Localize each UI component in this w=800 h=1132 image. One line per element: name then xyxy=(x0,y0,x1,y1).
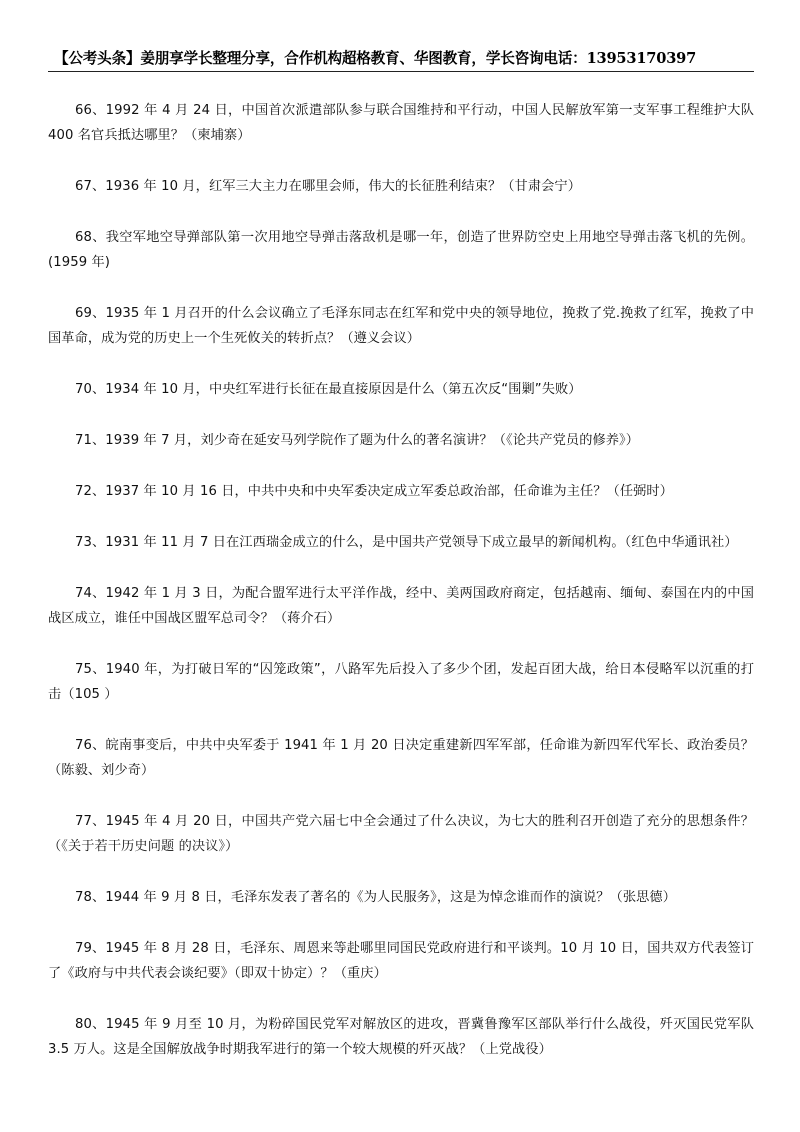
page-header xyxy=(48,46,754,72)
question-item: 79、1945 年 8 月 28 日，毛泽东、周恩来等赴哪里同国民党政府进行和平谈判。10 月 10 日，国共双方代表签订了《政府与中共代表会谈纪要》（即双十协定）？（重庆） xyxy=(48,941,754,981)
header-text: 【公考头条】姜朋享学长整理分享，合作机构超格教育、华图教育，学长咨询电话：13953170397 xyxy=(54,50,697,67)
question-item: 76、皖南事变后，中共中央军委于 1941 年 1 月 20 日决定重建新四军军部，任命谁为新四军代军长、政治委员？（陈毅、刘少奇） xyxy=(48,738,754,778)
question-item: 69、1935 年 1 月召开的什么会议确立了毛泽东同志在红军和党中央的领导地位，挽救了党.挽救了红军，挽救了中国革命，成为党的历史上一个生死攸关的转折点？（遵义会议） xyxy=(48,306,754,346)
question-item: 80、1945 年 9 月至 10 月，为粉碎国民党军对解放区的进攻，晋冀鲁豫军区部队举行什么战役，歼灭国民党军队 3.5 万人。这是全国解放战争时期我军进行的第一个较大规模的歼灭战？（上党战役） xyxy=(48,1017,754,1057)
question-item: 70、1934 年 10 月，中央红军进行长征在最直接原因是什么（第五次反“围剿”失败） xyxy=(75,382,582,397)
question-item: 75、1940 年，为打破日军的“囚笼政策”，八路军先后投入了多少个团，发起百团大战，给日本侵略军以沉重的打击（105 ） xyxy=(48,662,754,702)
question-item: 66、1992 年 4 月 24 日，中国首次派遣部队参与联合国维持和平行动，中国人民解放军第一支军事工程维护大队 400 名官兵抵达哪里？（柬埔寨） xyxy=(48,103,754,143)
question-item: 72、1937 年 10 月 16 日，中共中央和中央军委决定成立军委总政治部，任命谁为主任？（任弼时） xyxy=(75,484,673,499)
question-item: 68、我空军地空导弹部队第一次用地空导弹击落敌机是哪一年，创造了世界防空史上用地空导弹击落飞机的先例。(1959 年) xyxy=(48,230,754,270)
question-item: 74、1942 年 1 月 3 日，为配合盟军进行太平洋作战，经中、美两国政府商定，包括越南、缅甸、泰国在内的中国战区成立，谁任中国战区盟军总司令？（蒋介石） xyxy=(48,586,754,626)
question-item: 73、1931 年 11 月 7 日在江西瑞金成立的什么，是中国共产党领导下成立最早的新闻机构。（红色中华通讯社） xyxy=(75,535,738,550)
question-item: 78、1944 年 9 月 8 日，毛泽东发表了著名的《为人民服务》，这是为悼念谁而作的演说？（张思德） xyxy=(75,890,676,905)
question-item: 77、1945 年 4 月 20 日，中国共产党六届七中全会通过了什么决议，为七大的胜利召开创造了充分的思想条件？（《关于若干历史问题 的决议》） xyxy=(48,814,754,854)
question-item: 67、1936 年 10 月，红军三大主力在哪里会师，伟大的长征胜利结束？（甘肃会宁） xyxy=(75,179,581,194)
question-item: 71、1939 年 7 月，刘少奇在延安马列学院作了题为什么的著名演讲？（《论共产党员的修养》） xyxy=(75,433,640,448)
question-list xyxy=(48,98,754,1088)
